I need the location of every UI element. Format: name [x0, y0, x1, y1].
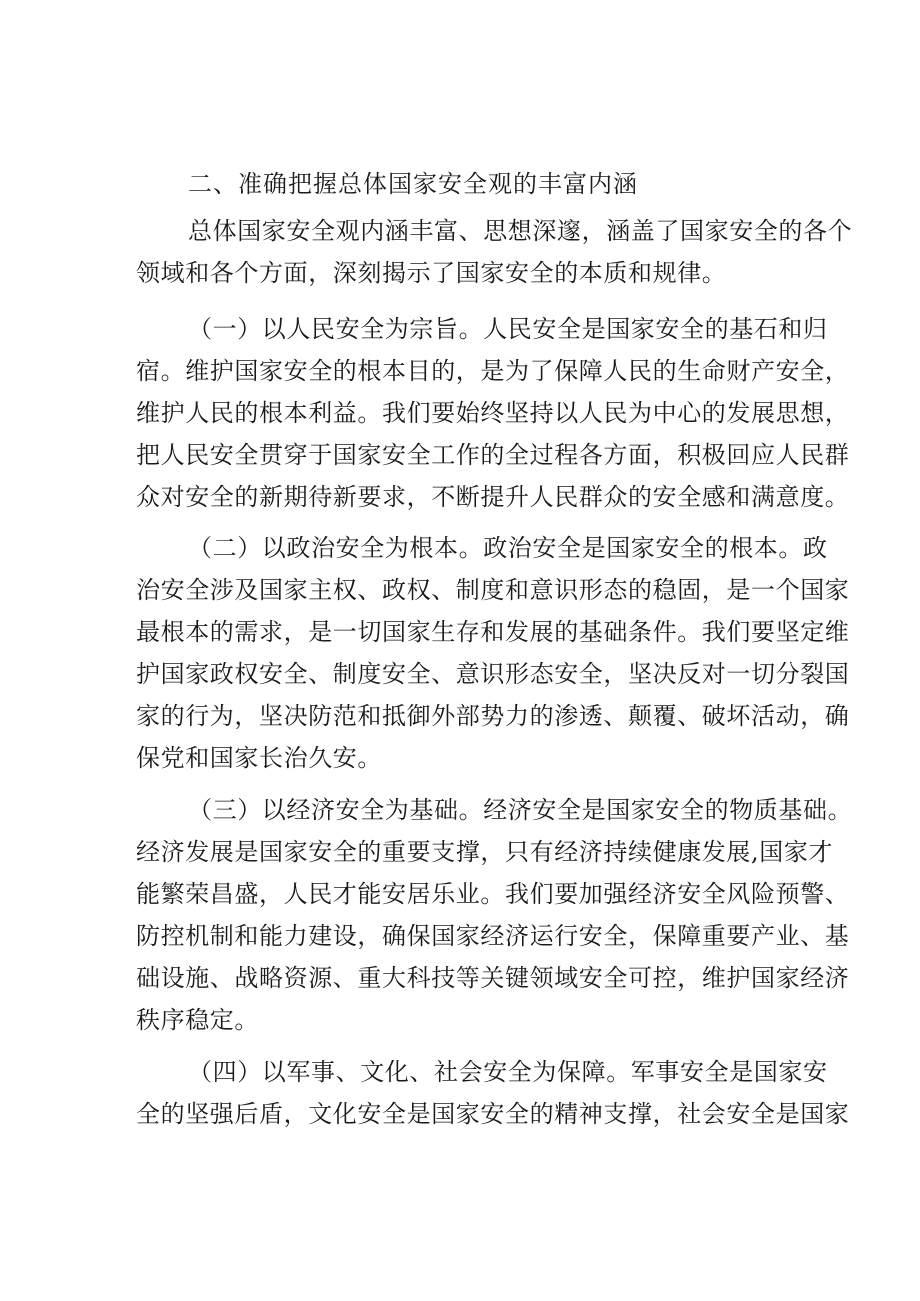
- para3-line: 防控机制和能力建设，确保国家经济运行安全，保障重要产业、基: [136, 922, 850, 950]
- para1-line: 把人民安全贯穿于国家安全工作的全过程各方面，积极回应人民群: [136, 441, 850, 469]
- para1-line: 维护人民的根本利益。我们要始终坚持以人民为中心的发展思想，: [136, 399, 850, 427]
- para2-line: （二）以政治安全为根本。政治安全是国家安全的根本。政: [188, 534, 828, 562]
- para3-line: 础设施、战略资源、重大科技等关键领域安全可控，维护国家经济: [136, 964, 850, 992]
- para3-line: 秩序稳定。: [136, 1006, 259, 1034]
- para3-line: 经济发展是国家安全的重要支撑，只有经济持续健康发展,国家才: [136, 838, 834, 866]
- para2-line: 治安全涉及国家主权、政权、制度和意识形态的稳固，是一个国家: [136, 576, 850, 604]
- para1-line: （一）以人民安全为宗旨。人民安全是国家安全的基石和归: [188, 315, 828, 343]
- section-heading: 二、准确把握总体国家安全观的丰富内涵: [188, 170, 638, 198]
- para4-line: （四）以军事、文化、社会安全为保障。军事安全是国家安: [188, 1058, 828, 1086]
- para2-line: 家的行为，坚决防范和抵御外部势力的渗透、颠覆、破坏活动，确: [136, 702, 850, 730]
- intro-line: 总体国家安全观内涵丰富、思想深邃，涵盖了国家安全的各个: [188, 217, 853, 245]
- para1-line: 众对安全的新期待新要求，不断提升人民群众的安全感和满意度。: [136, 483, 850, 511]
- para1-line: 宿。维护国家安全的根本目的，是为了保障人民的生命财产安全，: [136, 357, 850, 385]
- para2-line: 最根本的需求，是一切国家生存和发展的基础条件。我们要坚定维: [136, 618, 850, 646]
- para2-line: 护国家政权安全、制度安全、意识形态安全，坚决反对一切分裂国: [136, 660, 850, 688]
- para3-line: 能繁荣昌盛，人民才能安居乐业。我们要加强经济安全风险预警、: [136, 880, 850, 908]
- para3-line: （三）以经济安全为基础。经济安全是国家安全的物质基础。: [188, 796, 853, 824]
- intro-line: 领域和各个方面，深刻揭示了国家安全的本质和规律。: [136, 259, 727, 287]
- para2-line: 保党和国家长治久安。: [136, 744, 382, 772]
- para4-line: 全的坚强后盾，文化安全是国家安全的精神支撑，社会安全是国家: [136, 1100, 850, 1128]
